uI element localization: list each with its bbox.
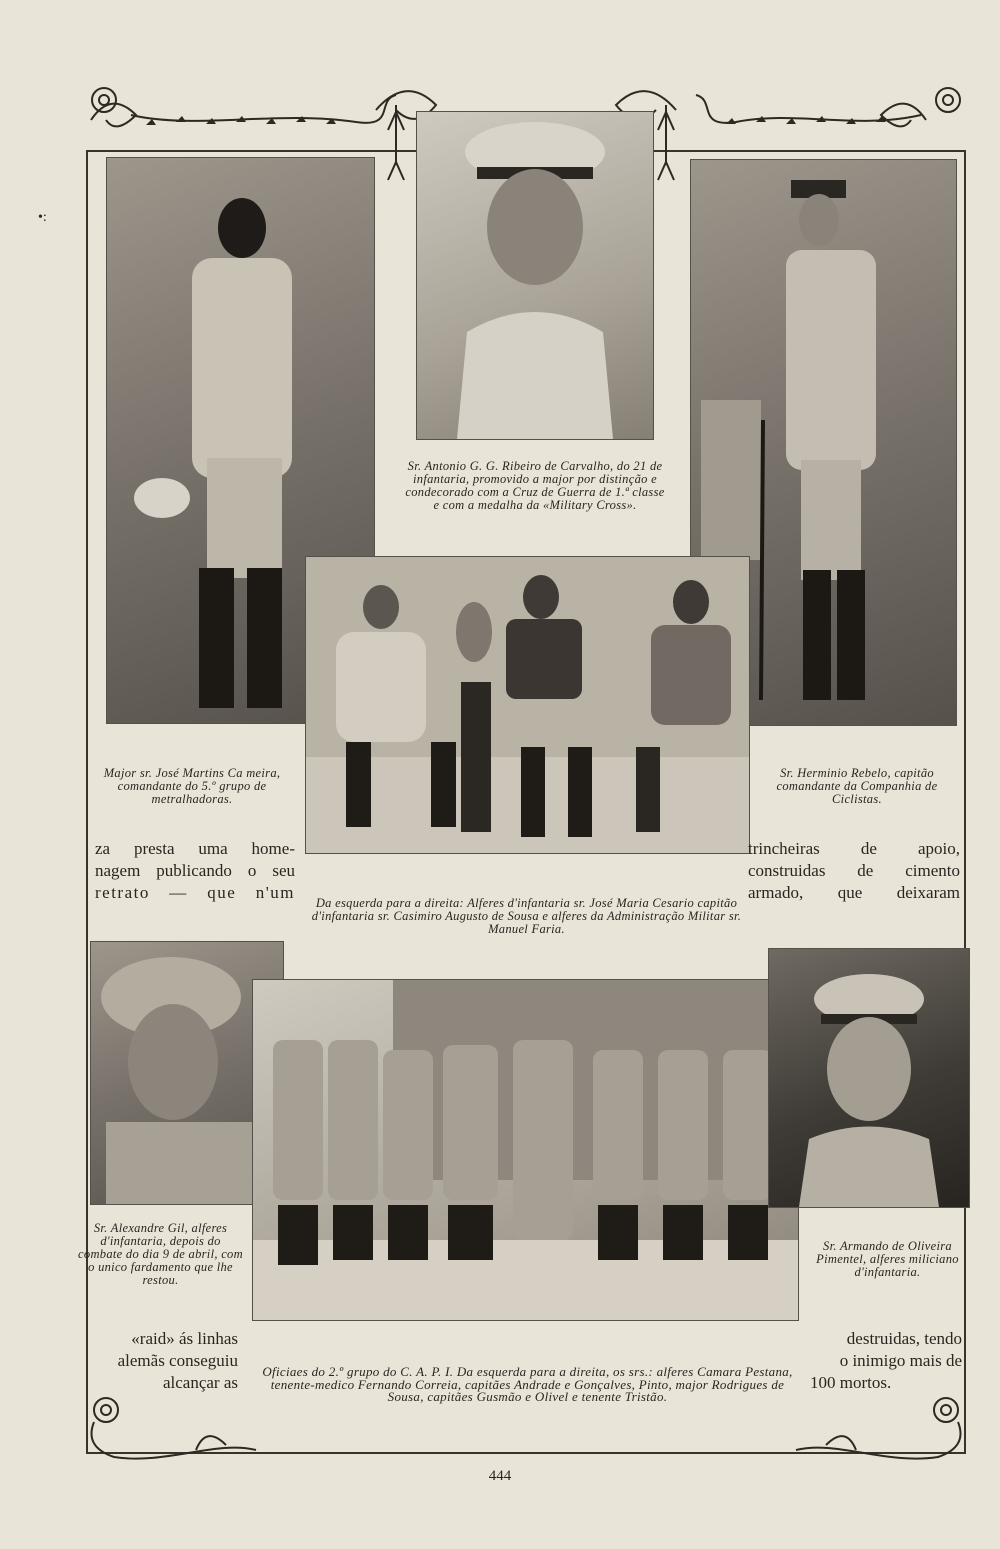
text-line: retrato — que n'um: [95, 883, 295, 902]
officers-group-icon: [253, 980, 798, 1320]
body-text-right-lower: [810, 1328, 962, 1394]
caption-jose-martins: Major sr. José Martins Ca meira, comandante do 5.º grupo de metralhadoras.: [103, 766, 281, 806]
text-line: nagem publicando o seu: [95, 861, 295, 880]
margin-marks: •:: [38, 210, 47, 225]
caption-officers-group: Oficiaes do 2.º grupo do C. A. P. I. Da esquerda para a direita, os srs.: alferes Camara Pestana, tenente-medico Fernando Correia, capitães Andrade e Gonçalves, Pinto, major Rodrigues de Sousa, capitães Gusmão e Olivel e tenente Tristão.: [262, 1364, 793, 1404]
caption-alexandre-gil: Sr. Alexandre Gil, alferes d'infantaria, depois do combate do dia 9 de abril, com o unico fardamento que lhe restou.: [78, 1221, 243, 1287]
officer-portrait-icon: [417, 112, 653, 439]
text-line: construidas de cimento: [748, 861, 960, 880]
officer-cap-icon: [769, 949, 969, 1207]
caption-armando-pimentel: Sr. Armando de Oliveira Pimentel, alferes miliciano d'infantaria.: [816, 1239, 959, 1279]
text-line: trincheiras de apoio,: [748, 839, 960, 858]
photo-three-officers: [305, 556, 750, 854]
text-line: alcançar as: [162, 1373, 238, 1392]
body-text-left-upper: [95, 838, 295, 904]
text-line: za presta uma home-: [95, 839, 295, 858]
three-seated-officers-icon: [306, 557, 749, 853]
body-text-left-lower: [88, 1328, 238, 1394]
photo-armando-pimentel: [768, 948, 970, 1208]
text-line: alemãs conseguiu: [117, 1351, 238, 1370]
photo-antonio-ribeiro: [416, 111, 654, 440]
page-number: 444: [488, 1468, 512, 1484]
text-line: 100 mortos.: [810, 1373, 892, 1392]
photo-officers-group: [252, 979, 799, 1321]
text-line: o inimigo mais de: [839, 1351, 962, 1370]
caption-herminio-rebelo: Sr. Herminio Rebelo, capitão comandante da Companhia de Ciclistas.: [776, 766, 938, 806]
caption-three-officers: Da esquerda para a direita: Alferes d'infantaria sr. José Maria Cesario capitão d'infantaria sr. Casimiro Augusto de Sousa e alferes da Administração Militar sr. Manuel Faria.: [311, 896, 742, 936]
text-line: destruidas, tendo: [846, 1329, 962, 1348]
text-line: armado, que deixaram: [748, 883, 960, 902]
caption-antonio-ribeiro: Sr. Antonio G. G. Ribeiro de Carvalho, do 21 de infantaria, promovido a major por distinção e condecorado com a Cruz de Guerra de 1.ª classe e com a medalha da «Military Cross».: [405, 459, 665, 512]
body-text-right-upper: [748, 838, 960, 904]
text-line: «raid» ás linhas: [131, 1329, 238, 1348]
